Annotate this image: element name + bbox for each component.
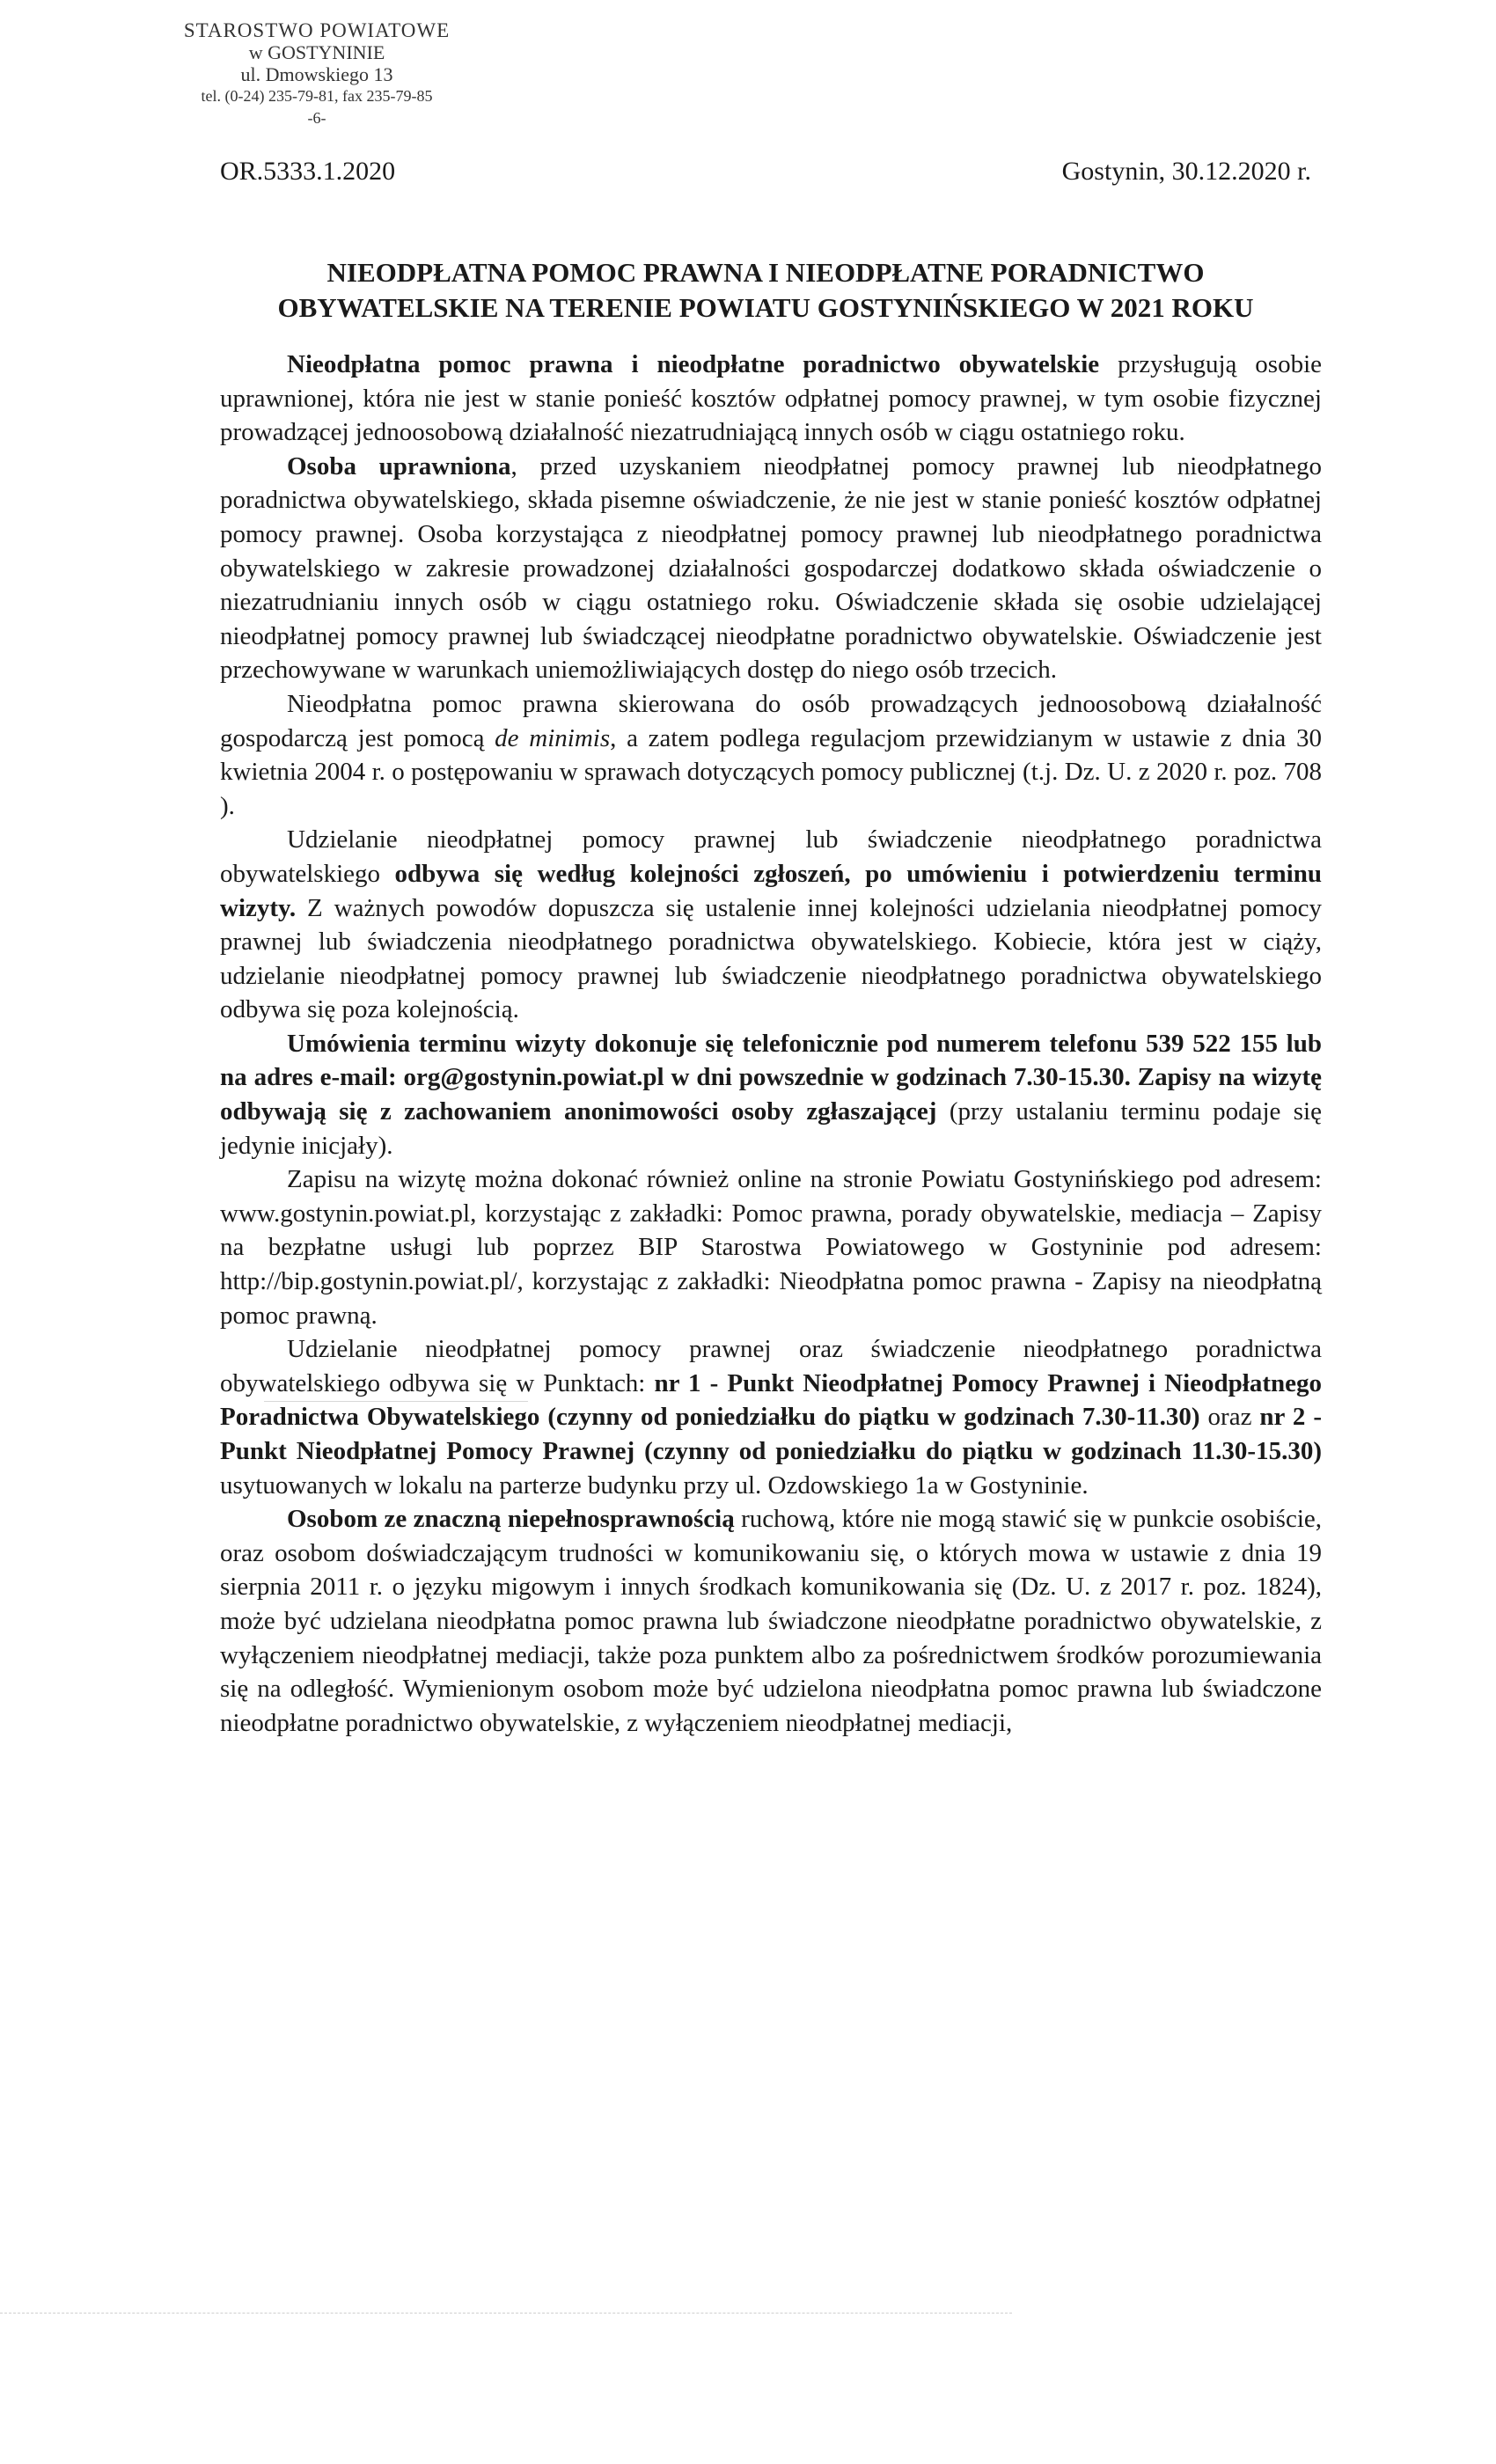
text: Nieodpłatna pomoc prawna skierowana do osób prowadzących jednoosobową działalność gospodarczą jest pomocą xyxy=(220,689,1322,752)
text: ruchową, które nie mogą stawić się w punkcie osobiście, oraz osobom doświadczającym trudności w komunikowaniu się, o których mowa w ustawie z dnia 19 sierpnia 2011 r. o języku migowym i innych środkach komunikowania się (Dz. U. z 2017 r. poz. 1824), może być udzielana nieodpłatna pomoc prawna lub świadczone nieodpłatne poradnictwo obywatelskie, z wyłączeniem nieodpłatnej mediacji, także poza punktem albo za pośrednictwem środków porozumiewania się na odległość. Wymienionym osobom może być udzielona nieodpłatna pomoc prawna lub świadczone nieodpłatne poradnictwo obywatelskie, z wyłączeniem nieodpłatnej mediacji, xyxy=(220,1505,1322,1737)
scan-artifact-line xyxy=(264,1401,528,1403)
paragraph-eligibility xyxy=(220,348,1322,450)
bold-text: nr 1 - Punkt Nieodpłatnej Pomocy Prawnej i Nieodpłatnego Poradnictwa Obywatelskiego (czynny od poniedziałku do piątku w godzinach 7.30-11.30) xyxy=(220,1368,1322,1432)
paragraph-points xyxy=(220,1332,1322,1502)
paragraph-appointments xyxy=(220,1027,1322,1162)
stamp-number: -6- xyxy=(307,109,326,127)
italic-text: de minimis xyxy=(495,723,611,752)
title-line-1: NIEODPŁATNA POMOC PRAWNA I NIEODPŁATNE PORADNICTWO xyxy=(326,257,1205,288)
document-reference: OR.5333.1.2020 xyxy=(220,157,396,186)
bold-text: Osoba uprawniona xyxy=(287,451,511,480)
title-line-2: OBYWATELSKIE NA TERENIE POWIATU GOSTYNIŃSKIEGO W 2021 ROKU xyxy=(277,292,1254,323)
text: oraz xyxy=(1199,1403,1260,1432)
stamp-street: ul. Dmowskiego 13 xyxy=(240,63,393,85)
bold-text: nr 2 - Punkt Nieodpłatnej Pomocy Prawnej (czynny od poniedziałku do piątku w godzinach 11.30-15.30) xyxy=(220,1403,1322,1465)
document-title xyxy=(220,255,1311,326)
place-and-date: Gostynin, 30.12.2020 r. xyxy=(1061,157,1311,186)
office-stamp xyxy=(150,19,484,129)
text: usytuowanych w lokalu na parterze budynku przy ul. Ozdowskiego 1a w Gostyninie. xyxy=(220,1470,1089,1500)
text: , a zatem podlega regulacjom przewidzianym w ustawie z dnia 30 kwietnia 2004 r. o postępowaniu w sprawach dotyczących pomocy publicznej (t.j. Dz. U. z 2020 r. poz. 708 ). xyxy=(220,723,1322,820)
paragraph-disability xyxy=(220,1502,1322,1740)
paragraph-declaration xyxy=(220,450,1322,687)
bold-text: Nieodpłatna pomoc prawna i nieodpłatne poradnictwo obywatelskie xyxy=(287,350,1100,378)
document-body xyxy=(220,348,1322,1740)
paragraph-de-minimis xyxy=(220,687,1322,823)
paragraph-online-booking xyxy=(220,1162,1322,1332)
text: Udzielanie nieodpłatnej pomocy prawnej lub świadczenie nieodpłatnego poradnictwa obywatelskiego xyxy=(220,825,1322,888)
scan-artifact-line xyxy=(0,2313,1012,2314)
text: Zapisu na wizytę można dokonać również online na stronie Powiatu Gostynińskiego pod adresem: www.gostynin.powiat.pl, korzystając z zakładki: Pomoc prawna, porady obywatelskie, mediacja – Zapisy na bezpłatne usługi lub poprzez BIP Starostwa Powiatowego w Gostyninie pod adresem: http://bip.gostynin.powiat.pl/, korzystając z zakładki: Nieodpłatna pomoc prawna - Zapisy na nieodpłatną pomoc prawną. xyxy=(220,1165,1322,1330)
text: (przy ustalaniu terminu podaje się jedynie inicjały). xyxy=(220,1097,1322,1160)
paragraph-order xyxy=(220,823,1322,1027)
text: Z ważnych powodów dopuszcza się ustalenie innej kolejności udzielania nieodpłatnej pomocy prawnej lub świadczenia nieodpłatnego poradnictwa obywatelskiego. Kobiecie, która jest w ciąży, udzielanie nieodpłatnej pomocy prawnej lub świadczenie nieodpłatnego poradnictwa obywatelskiego odbywa się poza kolejnością. xyxy=(220,893,1322,1024)
bold-text: odbywa się według kolejności zgłoszeń, po umówieniu i potwierdzeniu terminu wizyty. xyxy=(220,859,1322,922)
text: , przed uzyskaniem nieodpłatnej pomocy prawnej lub nieodpłatnego poradnictwa obywatelskiego, składa pisemne oświadczenie, że nie jest w stanie ponieść kosztów odpłatnej pomocy prawnej. Osoba korzystająca z nieodpłatnej pomocy prawnej lub nieodpłatnego poradnictwa obywatelskiego w zakresie prowadzonej działalności gospodarczej dodatkowo składa oświadczenie o niezatrudnianiu innych osób w ciągu ostatniego roku. Oświadczenie składa się osobie udzielającej nieodpłatnej pomocy prawnej lub świadczącej nieodpłatne poradnictwo obywatelskie. Oświadczenie jest przechowywane w warunkach uniemożliwiających dostęp do niego osób trzecich. xyxy=(220,451,1322,685)
stamp-phone: tel. (0-24) 235-79-81, fax 235-79-85 xyxy=(201,87,433,105)
text: Udzielanie nieodpłatnej pomocy prawnej oraz świadczenie nieodpłatnego poradnictwa obywatelskiego odbywa się w Punktach: xyxy=(220,1335,1322,1397)
bold-text: Umówienia terminu wizyty dokonuje się telefonicznie pod numerem telefonu 539 522 155 lub na adres e-mail: org@gostynin.powiat.pl w dni powszednie w godzinach 7.30-15.30. Zapisy na wizytę odbywają się z zachowaniem anonimowości osoby zgłaszającej xyxy=(220,1029,1322,1126)
stamp-office-name: STAROSTWO POWIATOWE xyxy=(183,19,451,41)
bold-text: Osobom ze znaczną niepełnosprawnością xyxy=(287,1505,735,1534)
stamp-city: w GOSTYNINIE xyxy=(248,41,385,63)
text: przysługują osobie uprawnionej, która nie jest w stanie ponieść kosztów odpłatnej pomocy prawnej, w tym osobie fizycznej prowadzącej jednoosobową działalność niezatrudniającą innych osób w ciągu ostatniego roku. xyxy=(220,350,1323,447)
